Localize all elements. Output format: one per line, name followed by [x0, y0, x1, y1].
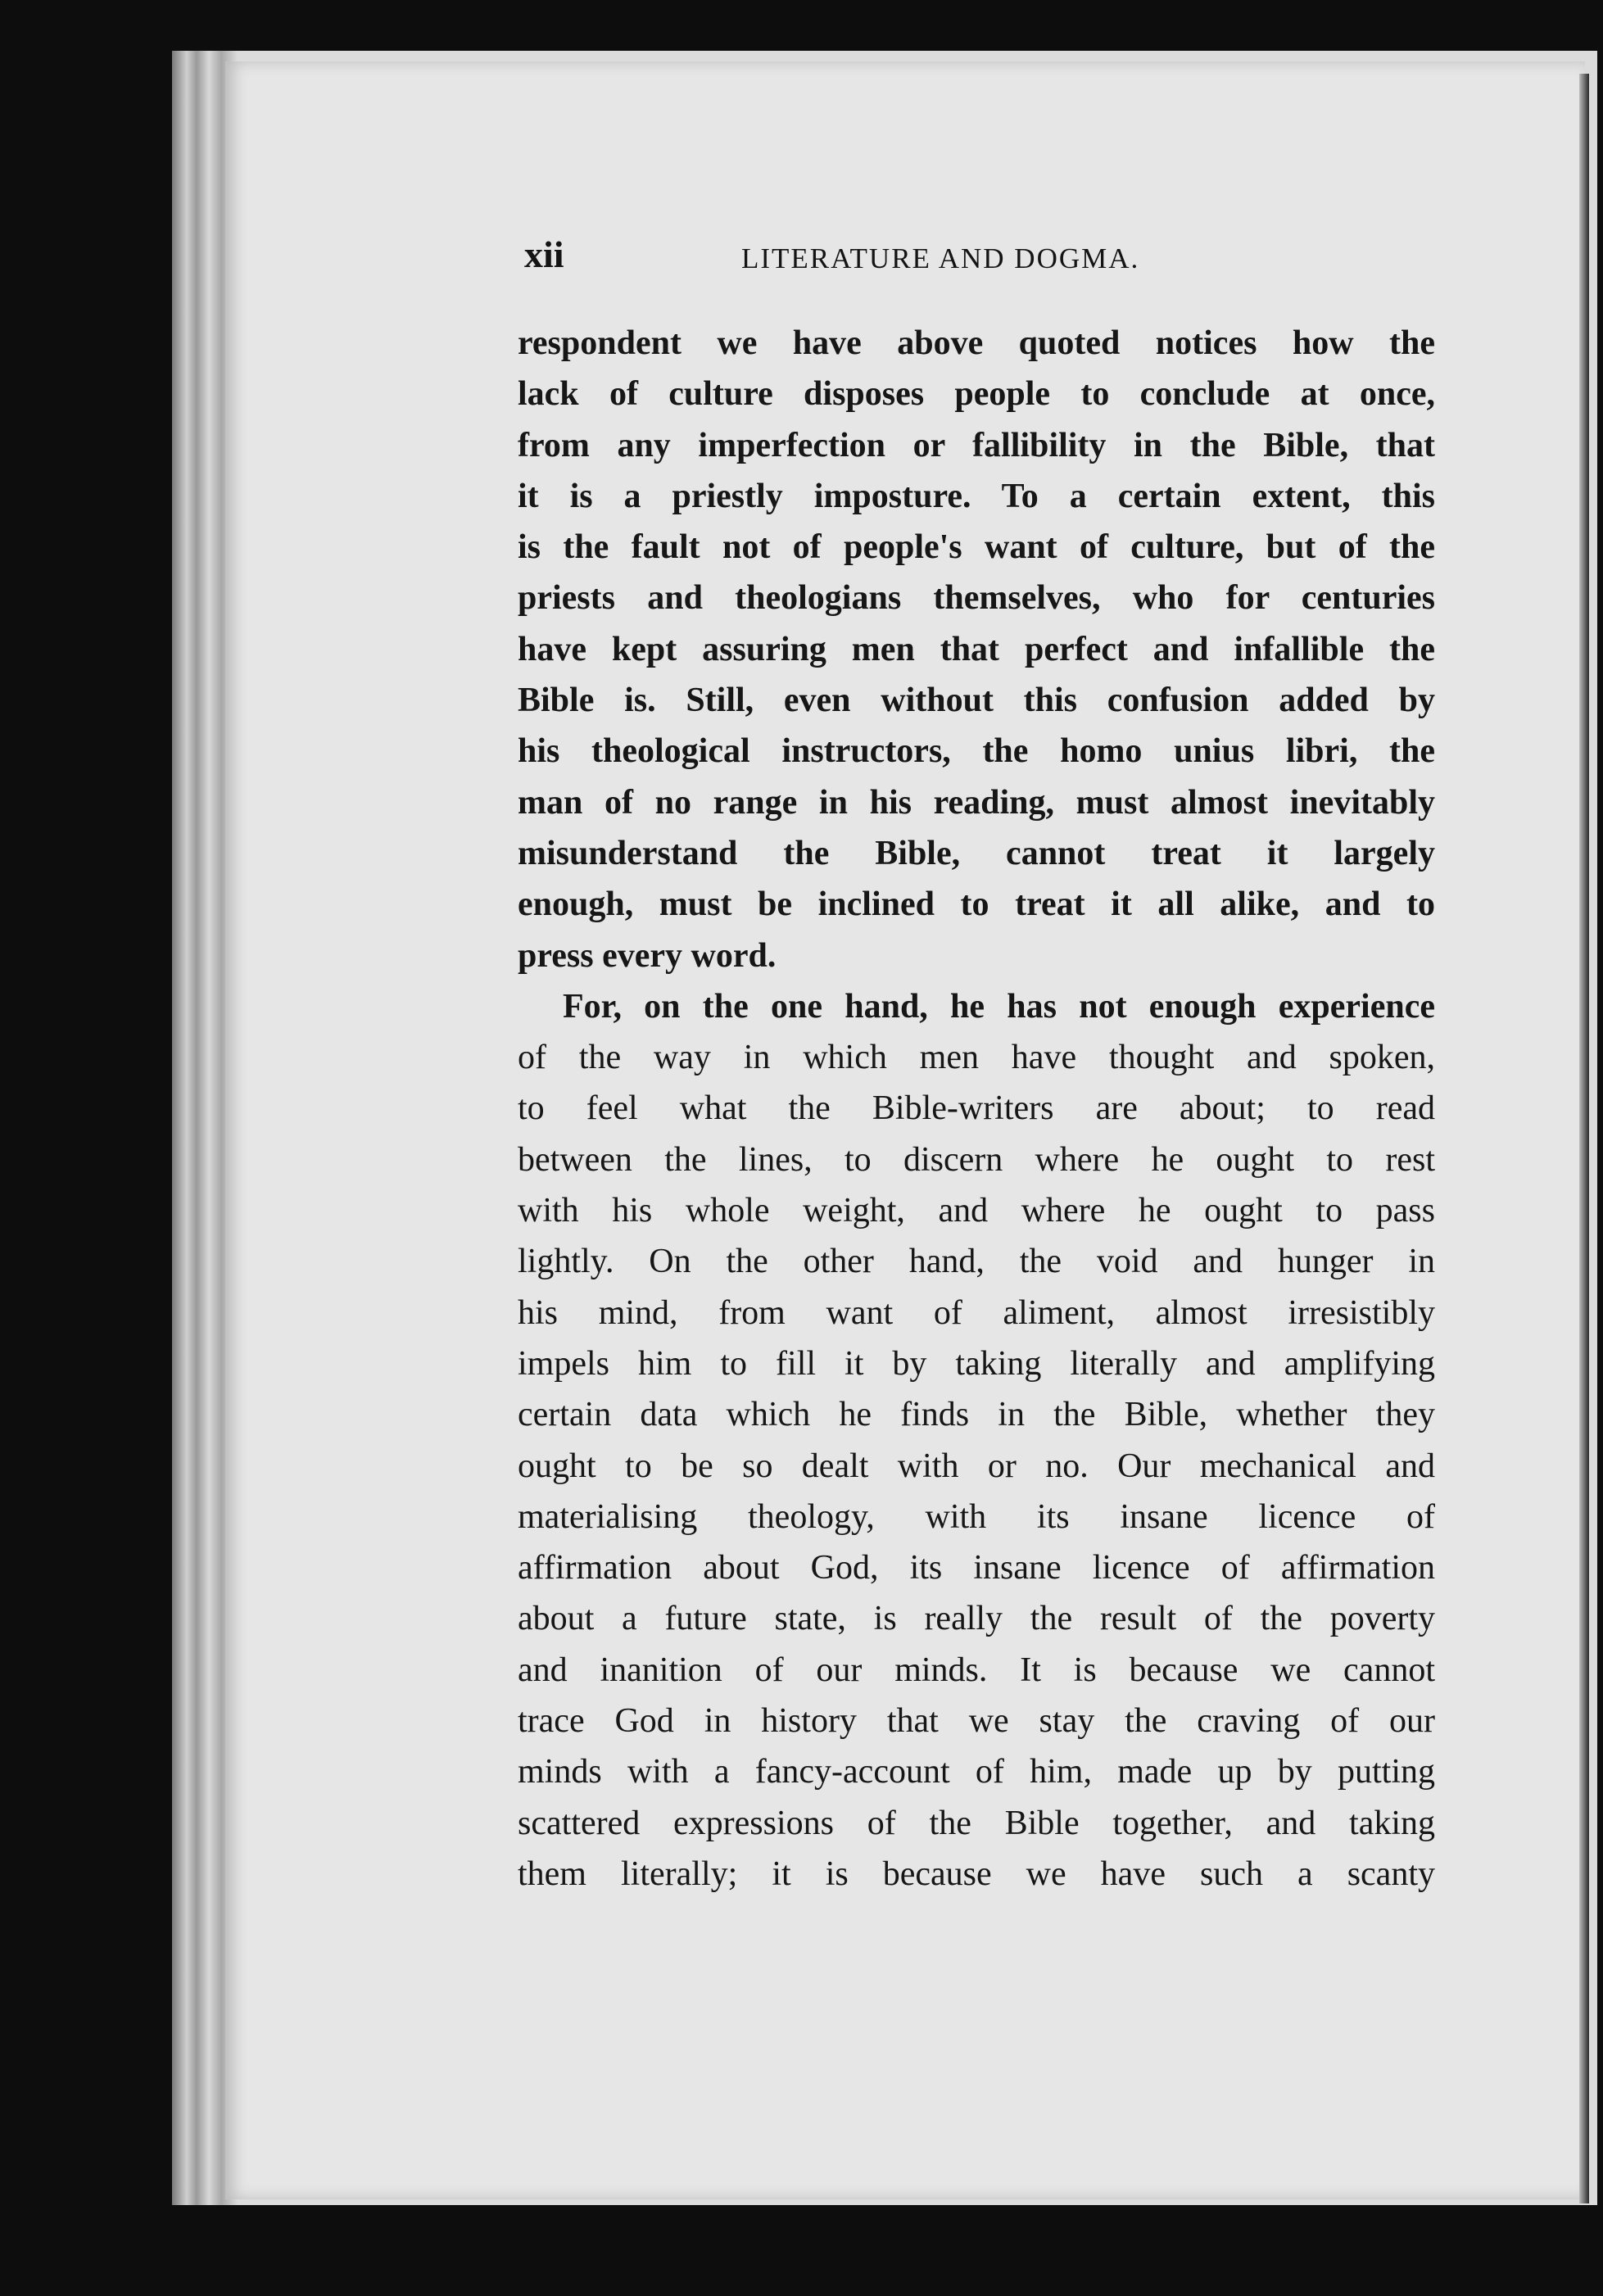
page-right-edge — [1579, 74, 1589, 2203]
body-text — [518, 318, 1435, 1900]
text-line: affirmation about God, its insane licence of affirmation — [518, 1549, 1435, 1587]
text-line: them literally; it is because we have such a scanty — [518, 1854, 1435, 1893]
text-line: certain data which he finds in the Bible, whether they — [518, 1396, 1435, 1434]
text-line: enough, must be inclined to treat it all alike, and to — [518, 885, 1435, 924]
text-line: from any imperfection or fallibility in the Bible, that — [518, 426, 1435, 464]
text-line: scattered expressions of the Bible together, and taking — [518, 1804, 1435, 1842]
text-line: his mind, from want of aliment, almost irresistibly — [518, 1293, 1435, 1332]
text-line: priests and theologians themselves, who for centuries — [518, 579, 1435, 618]
text-line: impels him to fill it by taking literally and amplifying — [518, 1344, 1435, 1383]
text-line: is the fault not of people's want of culture, but of the — [518, 528, 1435, 567]
text-line: minds with a fancy-account of him, made up by putting — [518, 1753, 1435, 1791]
text-line: to feel what the Bible-writers are about; to read — [518, 1089, 1435, 1128]
text-line: ought to be so dealt with or no. Our mechanical and — [518, 1447, 1435, 1485]
text-line: misunderstand the Bible, cannot treat it largely — [518, 834, 1435, 872]
text-line: have kept assuring men that perfect and infallible the — [518, 630, 1435, 668]
text-line: trace God in history that we stay the craving of our — [518, 1702, 1435, 1741]
text-line: with his whole weight, and where he ought to pass — [518, 1192, 1435, 1230]
text-line: lack of culture disposes people to conclude at once, — [518, 375, 1435, 414]
text-line: about a future state, is really the result of the poverty — [518, 1600, 1435, 1638]
text-line: respondent we have above quoted notices how the — [518, 324, 1435, 362]
text-line: man of no range in his reading, must almost inevitably — [518, 783, 1435, 822]
text-line: press every word. — [518, 936, 777, 975]
text-line: of the way in which men have thought and spoken, — [518, 1039, 1435, 1077]
text-line: materialising theology, with its insane licence of — [518, 1497, 1435, 1536]
text-line: it is a priestly imposture. To a certain extent, this — [518, 477, 1435, 515]
page-number: xii — [524, 233, 564, 275]
running-head-title: LITERATURE AND DOGMA. — [741, 242, 1140, 274]
text-line: For, on the one hand, he has not enough experience — [563, 987, 1435, 1026]
text-line: between the lines, to discern where he ought to rest — [518, 1140, 1435, 1179]
text-line: and inanition of our minds. It is because we cannot — [518, 1651, 1435, 1689]
text-line: his theological instructors, the homo unius libri, the — [518, 732, 1435, 771]
text-line: Bible is. Still, even without this confusion added by — [518, 682, 1435, 720]
text-line: lightly. On the other hand, the void and hunger in — [518, 1243, 1435, 1281]
